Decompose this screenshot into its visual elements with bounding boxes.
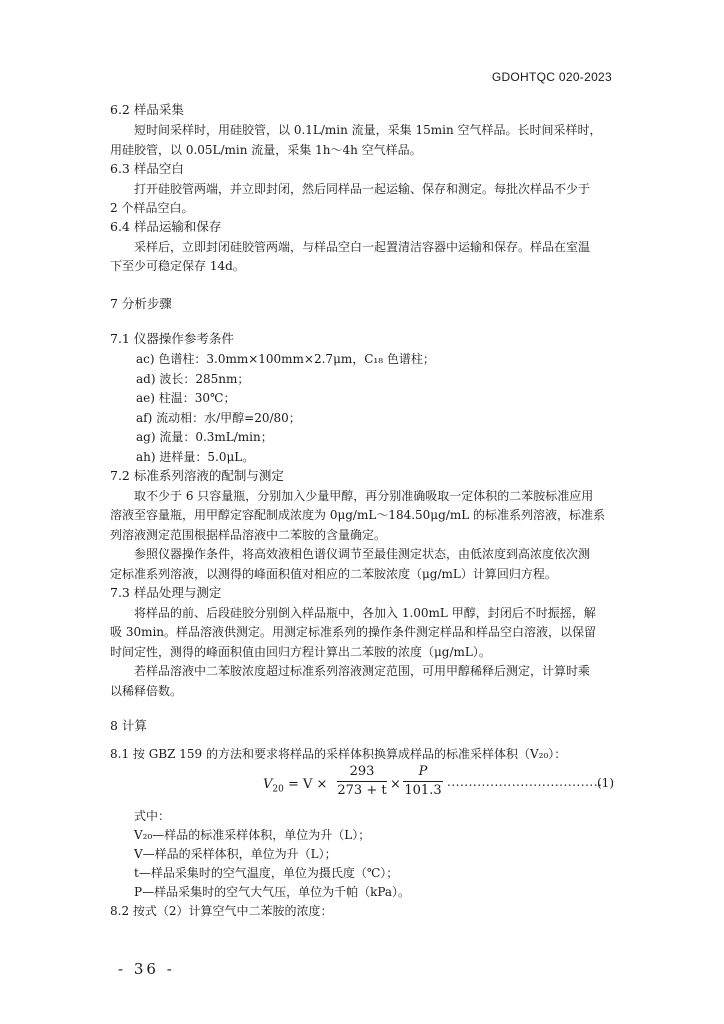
paragraph-line: 2 个样品空白。 xyxy=(110,201,194,215)
section-heading-7-2: 7.2 标准系列溶液的配制与测定 xyxy=(110,468,284,483)
list-item: ag) 流量：0.3mL/min； xyxy=(136,430,273,444)
formula-leader-dots: .................................... xyxy=(447,775,603,789)
chapter-heading-8: 8 计算 xyxy=(110,718,147,733)
paragraph-line: 若样品溶液中二苯胺浓度超过标准系列溶液测定范围，可用甲醇稀释后测定，计算时乘 xyxy=(134,664,591,678)
list-item: ac) 色谱柱：3.0mm×100mm×2.7μm，C₁₈ 色谱柱； xyxy=(136,352,435,366)
list-item: af) 流动相：水/甲醇=20/80； xyxy=(136,411,301,425)
paragraph-line: 定标准系列溶液，以测得的峰面积值对相应的二苯胺浓度（μg/mL）计算回归方程。 xyxy=(110,567,557,581)
section-heading-7-1: 7.1 仪器操作参考条件 xyxy=(110,331,234,346)
paragraph-line: 下至少可稳定保存 14d。 xyxy=(110,259,245,273)
formula-fraction-temperature: 293 273 + t xyxy=(337,764,387,798)
chapter-heading-7: 7 分析步骤 xyxy=(110,296,172,311)
section-heading-8-1: 8.1 按 GBZ 159 的方法和要求将样品的采样体积换算成样品的标准采样体积（V₂₀）： xyxy=(110,747,567,761)
paragraph-line: 列溶液测定范围根据样品溶液中二苯胺的含量确定。 xyxy=(110,528,387,542)
paragraph-line: 采样后，立即封闭硅胶管两端，与样品空白一起置清洁容器中运输和保存。样品在室温 xyxy=(134,240,591,254)
formula-number: (1) xyxy=(597,776,614,790)
section-heading-6-2: 6.2 样品采集 xyxy=(110,102,184,117)
paragraph-line: 参照仪器操作条件，将高效液相色谱仪调节至最佳测定状态，由低浓度到高浓度依次测 xyxy=(134,547,591,561)
page-number: - 36 - xyxy=(118,960,175,978)
paragraph-line: 以稀释倍数。 xyxy=(110,684,183,698)
formula-fraction-pressure: P 101.3 xyxy=(404,764,442,798)
paragraph-line: 将样品的前、后段硅胶分别倒入样品瓶中，各加入 1.00mL 甲醇，封闭后不时振摇，解 xyxy=(134,606,596,620)
formula-times-sign: × xyxy=(390,777,401,792)
paragraph-line: 时间定性，测得的峰面积值由回归方程计算出二苯胺的浓度（μg/mL）。 xyxy=(110,645,491,659)
formula-lhs: $V_{20} = V$ × xyxy=(263,777,328,795)
list-item: ae) 柱温：30℃； xyxy=(136,391,236,405)
formula-1 xyxy=(263,763,623,807)
section-heading-6-4: 6.4 样品运输和保存 xyxy=(110,219,222,234)
section-heading-6-3: 6.3 样品空白 xyxy=(110,161,184,176)
paragraph-line: 溶液至容量瓶，用甲醇定容配制成浓度为 0μg/mL～184.50μg/mL 的标准系列溶液，标准系 xyxy=(110,508,605,522)
section-heading-8-2: 8.2 按式（2）计算空气中二苯胺的浓度： xyxy=(110,904,333,918)
definition-line: t—样品采集时的空气温度，单位为摄氏度（℃）； xyxy=(134,866,399,880)
paragraph-line: 取不少于 6 只容量瓶，分别加入少量甲醇，再分别准确吸取一定体积的二苯胺标准应用 xyxy=(134,489,594,503)
list-item: ah) 进样量：5.0μL。 xyxy=(136,450,255,464)
definition-line: P—样品采集时的空气大气压，单位为千帕（kPa）。 xyxy=(134,885,411,899)
list-item: ad) 波长：285nm； xyxy=(136,372,250,386)
definition-line: V₂₀—样品的标准采样体积，单位为升（L）； xyxy=(134,828,371,842)
paragraph-line: 短时间采样时，用硅胶管，以 0.1L/min 流量，采集 15min 空气样品。长时间采样时， xyxy=(134,123,602,137)
section-heading-7-3: 7.3 样品处理与测定 xyxy=(110,585,222,600)
paragraph-line: 吸 30min。样品溶液供测定。用测定标准系列的操作条件测定样品和样品空白溶液，以保留 xyxy=(110,625,597,639)
definitions-label: 式中： xyxy=(134,809,171,823)
definition-line: V—样品的采样体积，单位为升（L）； xyxy=(134,847,337,861)
paragraph-line: 打开硅胶管两端，并立即封闭，然后同样品一起运输、保存和测定。每批次样品不少于 xyxy=(134,182,591,196)
paragraph-line: 用硅胶管，以 0.05L/min 流量，采集 1h～4h 空气样品。 xyxy=(110,143,422,157)
document-code: GDOHTQC 020-2023 xyxy=(491,70,612,84)
